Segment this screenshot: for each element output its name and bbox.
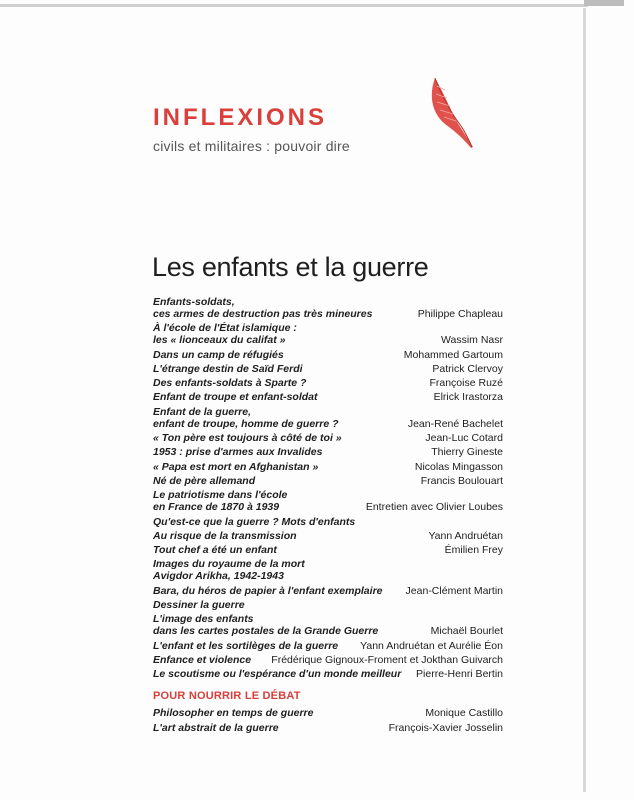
toc-entry-title: Philosopher en temps de guerre (153, 707, 314, 720)
toc-entry-title: L'étrange destin de Saïd Ferdi (153, 362, 303, 375)
toc-entry (153, 349, 503, 361)
toc-entry (153, 516, 503, 528)
quill-feather-icon (425, 72, 477, 152)
toc-entry (153, 613, 503, 637)
toc-entry-title: Enfants-soldats, ces armes de destruction pas très mineures (153, 296, 373, 320)
issue-title: Les enfants et la guerre (152, 252, 429, 282)
toc-entry-title: L'art abstrait de la guerre (153, 721, 279, 734)
table-of-contents (153, 296, 503, 736)
brand-tagline: civils et militaires : pouvoir dire (153, 138, 350, 154)
cover-edge-corner (584, 0, 624, 6)
toc-entry-title: Bara, du héros de papier à l'enfant exemplaire (153, 584, 383, 597)
toc-entry-author: Michaël Bourlet (430, 625, 503, 638)
toc-entry (153, 391, 503, 403)
toc-entry-title: Tout chef a été un enfant (153, 544, 277, 557)
toc-entry-title: Le patriotisme dans l'école en France de 1870 à 1939 (153, 489, 288, 514)
toc-entry (153, 640, 503, 652)
toc-entry-title: « Papa est mort en Afghanistan » (153, 460, 319, 473)
toc-entry-title: « Ton père est toujours à côté de toi » (153, 432, 342, 445)
toc-entry (153, 585, 503, 597)
toc-entry (153, 558, 503, 582)
toc-entry-author: Pierre-Henri Bertin (416, 668, 503, 681)
toc-entry-title: Le scoutisme ou l'espérance d'un monde meilleur (153, 668, 402, 681)
toc-entry-author: Patrick Clervoy (432, 362, 503, 375)
toc-entry-author: Monique Castillo (425, 707, 503, 720)
toc-entry-author: Entretien avec Olivier Loubes (365, 501, 503, 514)
toc-entry (153, 489, 503, 513)
toc-entry (153, 530, 503, 542)
cover-edge-right (583, 8, 586, 792)
toc-entry-author: Mohammed Gartoum (403, 348, 503, 361)
toc-entry-author: Françoise Ruzé (429, 377, 503, 390)
toc-entry (153, 722, 503, 734)
toc-entry (153, 432, 503, 444)
toc-list (153, 296, 503, 680)
toc-entry-author: Philippe Chapleau (417, 308, 503, 320)
toc-entry (153, 322, 503, 346)
toc-entry-title: Né de père allemand (153, 474, 256, 487)
toc-entry-author: Elrick Irastorza (433, 391, 503, 404)
toc-entry (153, 296, 503, 320)
toc-entry (153, 446, 503, 458)
toc-entry-title: Enfant de la guerre, enfant de troupe, homme de guerre ? (153, 405, 339, 430)
toc-entry-title: À l'école de l'État islamique : les « lionceaux du califat » (153, 322, 297, 347)
toc-entry-author: Nicolas Mingasson (414, 460, 503, 473)
toc-entry (153, 406, 503, 430)
toc-entry (153, 377, 503, 389)
toc-entry (153, 668, 503, 680)
toc-entry-author: Jean-Luc Cotard (425, 432, 503, 445)
toc-entry (153, 475, 503, 487)
toc-entry-author: Wassim Nasr (440, 334, 503, 347)
toc-entry-author: Frédérique Gignoux-Froment et Jokthan Guivarch (271, 653, 503, 666)
toc-entry-author: Jean-René Bachelet (407, 417, 503, 430)
debate-heading: POUR NOURRIR LE DÉBAT (153, 690, 301, 703)
toc-entry-author: François-Xavier Josselin (388, 721, 503, 734)
toc-entry-author: Yann Andruétan et Aurélie Éon (360, 639, 503, 652)
debate-list (153, 707, 503, 733)
toc-entry-title: Dans un camp de réfugiés (153, 348, 284, 361)
toc-entry-author: Thierry Gineste (431, 446, 503, 459)
toc-entry-title: Dessiner la guerre (153, 599, 245, 612)
toc-entry-title: Qu'est-ce que la guerre ? Mots d'enfants (153, 515, 356, 528)
toc-entry (153, 544, 503, 556)
toc-entry-author: Francis Boulouart (420, 474, 503, 487)
toc-entry-title: Des enfants-soldats à Sparte ? (153, 377, 307, 390)
toc-entry-title: L'enfant et les sortilèges de la guerre (153, 639, 339, 652)
toc-entry (153, 654, 503, 666)
toc-entry-author: Émilien Frey (444, 544, 503, 557)
toc-entry-title: Enfant de troupe et enfant-soldat (153, 391, 318, 404)
toc-entry (153, 461, 503, 473)
toc-entry-title: 1953 : prise d'armes aux Invalides (153, 446, 323, 459)
toc-entry-author: Jean-Clément Martin (405, 584, 503, 597)
toc-entry-title: Enfance et violence (153, 653, 252, 666)
toc-entry-title: Au risque de la transmission (153, 529, 297, 542)
toc-entry-title: L'image des enfants dans les cartes postales de la Grande Guerre (153, 613, 379, 638)
cover-edge-top (0, 4, 588, 7)
toc-entry (153, 599, 503, 611)
toc-entry-author: Yann Andruétan (428, 529, 503, 542)
toc-entry-title: Images du royaume de la mort Avigdor Arikha, 1942-1943 (153, 558, 305, 583)
toc-entry (153, 363, 503, 375)
toc-entry (153, 707, 503, 719)
brand-name: INFLEXIONS (153, 104, 328, 131)
